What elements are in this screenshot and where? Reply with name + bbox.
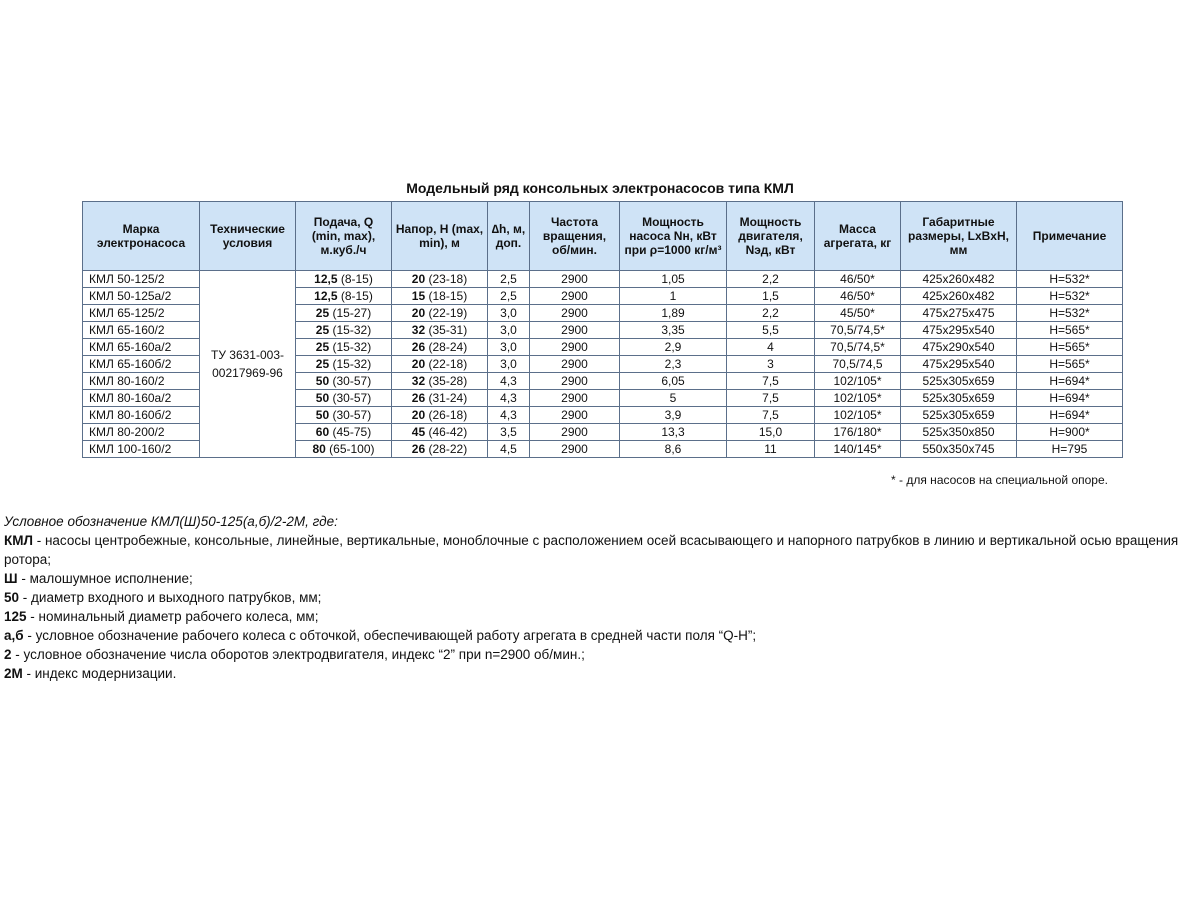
cell-rpm: 2900 xyxy=(530,271,620,288)
cell-mass: 46/50* xyxy=(815,288,901,305)
legend-items xyxy=(4,531,1196,683)
cell-head-nominal: 15 xyxy=(411,289,426,303)
cell-flow-range: (45-75) xyxy=(332,425,372,439)
cell-head-nominal: 26 xyxy=(411,340,426,354)
designation-legend xyxy=(4,512,1196,683)
cell-pump-power: 3,9 xyxy=(620,407,727,424)
legend-item xyxy=(4,626,1196,645)
cell-npsh: 3,5 xyxy=(488,424,530,441)
column-header-mass: Масса агрегата, кг xyxy=(815,202,901,271)
cell-head-range: (46-42) xyxy=(428,425,468,439)
legend-item-text: - насосы центробежные, консольные, линейные, вертикальные, моноблочные с расположением осей всасывающего и напорного патрубков в линию и вертикальной осью вращения ротора; xyxy=(4,533,1179,567)
cell-head-nominal: 20 xyxy=(411,272,426,286)
cell-flow xyxy=(296,288,392,305)
cell-motor-power: 7,5 xyxy=(727,373,815,390)
column-header-model: Марка электронасоса xyxy=(83,202,200,271)
cell-flow-nominal: 12,5 xyxy=(314,289,338,303)
legend-item-key: КМЛ xyxy=(4,533,33,548)
legend-item xyxy=(4,645,1196,664)
cell-rpm: 2900 xyxy=(530,305,620,322)
legend-item xyxy=(4,607,1196,626)
cell-head-nominal: 45 xyxy=(411,425,426,439)
cell-dimensions: 475x295x540 xyxy=(901,322,1017,339)
cell-head-range: (28-22) xyxy=(428,442,468,456)
cell-head xyxy=(392,339,488,356)
cell-flow-range: (15-32) xyxy=(332,357,372,371)
cell-flow xyxy=(296,441,392,458)
cell-motor-power: 3 xyxy=(727,356,815,373)
cell-head-nominal: 32 xyxy=(411,323,426,337)
cell-head-nominal: 20 xyxy=(411,357,426,371)
cell-note: H=532* xyxy=(1017,288,1123,305)
cell-mass: 70,5/74,5 xyxy=(815,356,901,373)
cell-head xyxy=(392,373,488,390)
cell-dimensions: 425x260x482 xyxy=(901,288,1017,305)
cell-mass: 70,5/74,5* xyxy=(815,322,901,339)
column-header-note: Примечание xyxy=(1017,202,1123,271)
cell-mass: 70,5/74,5* xyxy=(815,339,901,356)
cell-model: КМЛ 80-160б/2 xyxy=(83,407,200,424)
legend-item xyxy=(4,588,1196,607)
cell-head-range: (35-31) xyxy=(428,323,468,337)
legend-item-text: - индекс модернизации. xyxy=(22,666,177,681)
cell-dimensions: 550x350x745 xyxy=(901,441,1017,458)
cell-mass: 176/180* xyxy=(815,424,901,441)
cell-flow-nominal: 80 xyxy=(312,442,326,456)
cell-npsh: 2,5 xyxy=(488,271,530,288)
cell-note: H=565* xyxy=(1017,339,1123,356)
cell-npsh: 3,0 xyxy=(488,356,530,373)
legend-item-key: 50 xyxy=(4,590,20,605)
cell-npsh: 3,0 xyxy=(488,339,530,356)
cell-rpm: 2900 xyxy=(530,390,620,407)
cell-dimensions: 475x295x540 xyxy=(901,356,1017,373)
cell-head-nominal: 20 xyxy=(411,408,426,422)
cell-npsh: 3,0 xyxy=(488,305,530,322)
legend-item-text: - диаметр входного и выходного патрубков, мм; xyxy=(19,590,322,605)
cell-head xyxy=(392,271,488,288)
cell-npsh: 3,0 xyxy=(488,322,530,339)
cell-pump-power: 3,35 xyxy=(620,322,727,339)
cell-flow-nominal: 60 xyxy=(315,425,330,439)
cell-rpm: 2900 xyxy=(530,407,620,424)
cell-mass: 102/105* xyxy=(815,373,901,390)
cell-head-nominal: 32 xyxy=(411,374,426,388)
cell-flow-nominal: 12,5 xyxy=(314,272,338,286)
cell-flow xyxy=(296,322,392,339)
cell-dimensions: 525x305x659 xyxy=(901,373,1017,390)
cell-flow xyxy=(296,390,392,407)
cell-head xyxy=(392,407,488,424)
cell-motor-power: 4 xyxy=(727,339,815,356)
column-header-motor-power: Мощность двигателя, Nэд, кВт xyxy=(727,202,815,271)
cell-flow-range: (8-15) xyxy=(340,272,373,286)
cell-dimensions: 525x305x659 xyxy=(901,390,1017,407)
cell-flow-range: (15-32) xyxy=(332,340,372,354)
cell-pump-power: 1 xyxy=(620,288,727,305)
cell-rpm: 2900 xyxy=(530,356,620,373)
cell-pump-power: 6,05 xyxy=(620,373,727,390)
cell-model: КМЛ 100-160/2 xyxy=(83,441,200,458)
cell-model: КМЛ 65-160/2 xyxy=(83,322,200,339)
cell-mass: 46/50* xyxy=(815,271,901,288)
cell-model: КМЛ 80-160а/2 xyxy=(83,390,200,407)
cell-note: H=900* xyxy=(1017,424,1123,441)
cell-head-range: (35-28) xyxy=(428,374,468,388)
cell-npsh: 4,3 xyxy=(488,407,530,424)
cell-note: H=565* xyxy=(1017,356,1123,373)
table-footnote: * - для насосов на специальной опоре. xyxy=(891,473,1108,487)
cell-flow-nominal: 25 xyxy=(315,323,330,337)
cell-note: H=565* xyxy=(1017,322,1123,339)
cell-mass: 45/50* xyxy=(815,305,901,322)
legend-item xyxy=(4,531,1196,569)
cell-head xyxy=(392,322,488,339)
cell-model: КМЛ 65-160а/2 xyxy=(83,339,200,356)
legend-item-key: Ш xyxy=(4,571,18,586)
cell-head xyxy=(392,288,488,305)
cell-head-range: (22-19) xyxy=(428,306,468,320)
cell-flow xyxy=(296,356,392,373)
cell-motor-power: 7,5 xyxy=(727,390,815,407)
cell-motor-power: 11 xyxy=(727,441,815,458)
column-header-dimensions: Габаритные размеры, LxBxH, мм xyxy=(901,202,1017,271)
cell-npsh: 4,5 xyxy=(488,441,530,458)
cell-head-nominal: 26 xyxy=(411,442,426,456)
legend-item xyxy=(4,569,1196,588)
cell-head-range: (28-24) xyxy=(428,340,468,354)
cell-model: КМЛ 65-160б/2 xyxy=(83,356,200,373)
legend-item-key: 2 xyxy=(4,647,12,662)
cell-npsh: 2,5 xyxy=(488,288,530,305)
cell-flow-nominal: 50 xyxy=(315,374,330,388)
cell-flow xyxy=(296,305,392,322)
table-header-row xyxy=(83,202,1123,271)
legend-item-text: - номинальный диаметр рабочего колеса, мм; xyxy=(26,609,319,624)
column-header-rpm: Частота вращения, об/мин. xyxy=(530,202,620,271)
cell-flow xyxy=(296,271,392,288)
cell-note: H=532* xyxy=(1017,271,1123,288)
cell-mass: 140/145* xyxy=(815,441,901,458)
cell-pump-power: 2,9 xyxy=(620,339,727,356)
cell-note: H=694* xyxy=(1017,407,1123,424)
cell-flow xyxy=(296,424,392,441)
cell-flow-range: (65-100) xyxy=(329,442,375,456)
cell-npsh: 4,3 xyxy=(488,373,530,390)
cell-motor-power: 1,5 xyxy=(727,288,815,305)
cell-pump-power: 8,6 xyxy=(620,441,727,458)
cell-head-range: (23-18) xyxy=(428,272,468,286)
legend-item-text: - малошумное исполнение; xyxy=(17,571,193,586)
cell-flow-nominal: 25 xyxy=(315,340,330,354)
cell-rpm: 2900 xyxy=(530,339,620,356)
cell-motor-power: 15,0 xyxy=(727,424,815,441)
cell-dimensions: 525x305x659 xyxy=(901,407,1017,424)
cell-pump-power: 2,3 xyxy=(620,356,727,373)
cell-model: КМЛ 80-160/2 xyxy=(83,373,200,390)
cell-note: H=532* xyxy=(1017,305,1123,322)
cell-head-range: (26-18) xyxy=(428,408,468,422)
legend-heading: Условное обозначение КМЛ(Ш)50-125(а,б)/2-2М, где: xyxy=(4,514,338,529)
cell-mass: 102/105* xyxy=(815,390,901,407)
cell-rpm: 2900 xyxy=(530,373,620,390)
cell-flow-nominal: 25 xyxy=(315,357,330,371)
cell-motor-power: 7,5 xyxy=(727,407,815,424)
cell-head xyxy=(392,441,488,458)
cell-dimensions: 425x260x482 xyxy=(901,271,1017,288)
cell-model: КМЛ 50-125/2 xyxy=(83,271,200,288)
cell-rpm: 2900 xyxy=(530,288,620,305)
cell-head-nominal: 26 xyxy=(411,391,426,405)
cell-pump-power: 1,05 xyxy=(620,271,727,288)
legend-item-key: 2М xyxy=(4,666,23,681)
cell-tech-conditions: ТУ 3631-003-00217969-96 xyxy=(200,271,296,458)
legend-item-text: - условное обозначение числа оборотов электродвигателя, индекс “2” при n=2900 об/мин.; xyxy=(11,647,585,662)
column-header-tech-conditions: Технические условия xyxy=(200,202,296,271)
column-header-npsh: ∆h, м, доп. xyxy=(488,202,530,271)
cell-flow-range: (15-27) xyxy=(332,306,372,320)
legend-item-key: а,б xyxy=(4,628,24,643)
cell-note: H=795 xyxy=(1017,441,1123,458)
cell-head-range: (22-18) xyxy=(428,357,468,371)
column-header-flow: Подача, Q (min, max), м.куб./ч xyxy=(296,202,392,271)
table-body xyxy=(83,271,1123,458)
cell-note: H=694* xyxy=(1017,373,1123,390)
cell-note: H=694* xyxy=(1017,390,1123,407)
cell-head-range: (31-24) xyxy=(428,391,468,405)
cell-npsh: 4,3 xyxy=(488,390,530,407)
pump-spec-table xyxy=(82,201,1123,458)
cell-flow xyxy=(296,339,392,356)
cell-head xyxy=(392,305,488,322)
cell-head xyxy=(392,424,488,441)
column-header-head: Напор, Н (max, min), м xyxy=(392,202,488,271)
cell-pump-power: 5 xyxy=(620,390,727,407)
cell-rpm: 2900 xyxy=(530,424,620,441)
cell-flow-nominal: 50 xyxy=(315,408,330,422)
table-title: Модельный ряд консольных электронасосов типа КМЛ xyxy=(406,180,794,196)
cell-motor-power: 5,5 xyxy=(727,322,815,339)
column-header-pump-power: Мощность насоса Nн, кВт при ρ=1000 кг/м³ xyxy=(620,202,727,271)
cell-mass: 102/105* xyxy=(815,407,901,424)
legend-item-text: - условное обозначение рабочего колеса с обточкой, обеспечивающей работу агрегата в средней части поля “Q-H”; xyxy=(23,628,757,643)
cell-pump-power: 1,89 xyxy=(620,305,727,322)
cell-pump-power: 13,3 xyxy=(620,424,727,441)
cell-head xyxy=(392,390,488,407)
cell-model: КМЛ 50-125а/2 xyxy=(83,288,200,305)
cell-rpm: 2900 xyxy=(530,441,620,458)
cell-flow-range: (30-57) xyxy=(332,391,372,405)
legend-item xyxy=(4,664,1196,683)
cell-flow xyxy=(296,373,392,390)
cell-rpm: 2900 xyxy=(530,322,620,339)
cell-flow-range: (8-15) xyxy=(340,289,373,303)
cell-head xyxy=(392,356,488,373)
cell-flow-nominal: 25 xyxy=(315,306,330,320)
cell-head-range: (18-15) xyxy=(428,289,468,303)
legend-item-key: 125 xyxy=(4,609,27,624)
cell-flow-range: (15-32) xyxy=(332,323,372,337)
cell-flow-range: (30-57) xyxy=(332,374,372,388)
cell-dimensions: 475x275x475 xyxy=(901,305,1017,322)
cell-flow xyxy=(296,407,392,424)
cell-flow-range: (30-57) xyxy=(332,408,372,422)
cell-flow-nominal: 50 xyxy=(315,391,330,405)
cell-dimensions: 475x290x540 xyxy=(901,339,1017,356)
cell-motor-power: 2,2 xyxy=(727,305,815,322)
cell-model: КМЛ 65-125/2 xyxy=(83,305,200,322)
cell-head-nominal: 20 xyxy=(411,306,426,320)
cell-model: КМЛ 80-200/2 xyxy=(83,424,200,441)
table-row xyxy=(83,271,1123,288)
cell-dimensions: 525x350x850 xyxy=(901,424,1017,441)
cell-motor-power: 2,2 xyxy=(727,271,815,288)
